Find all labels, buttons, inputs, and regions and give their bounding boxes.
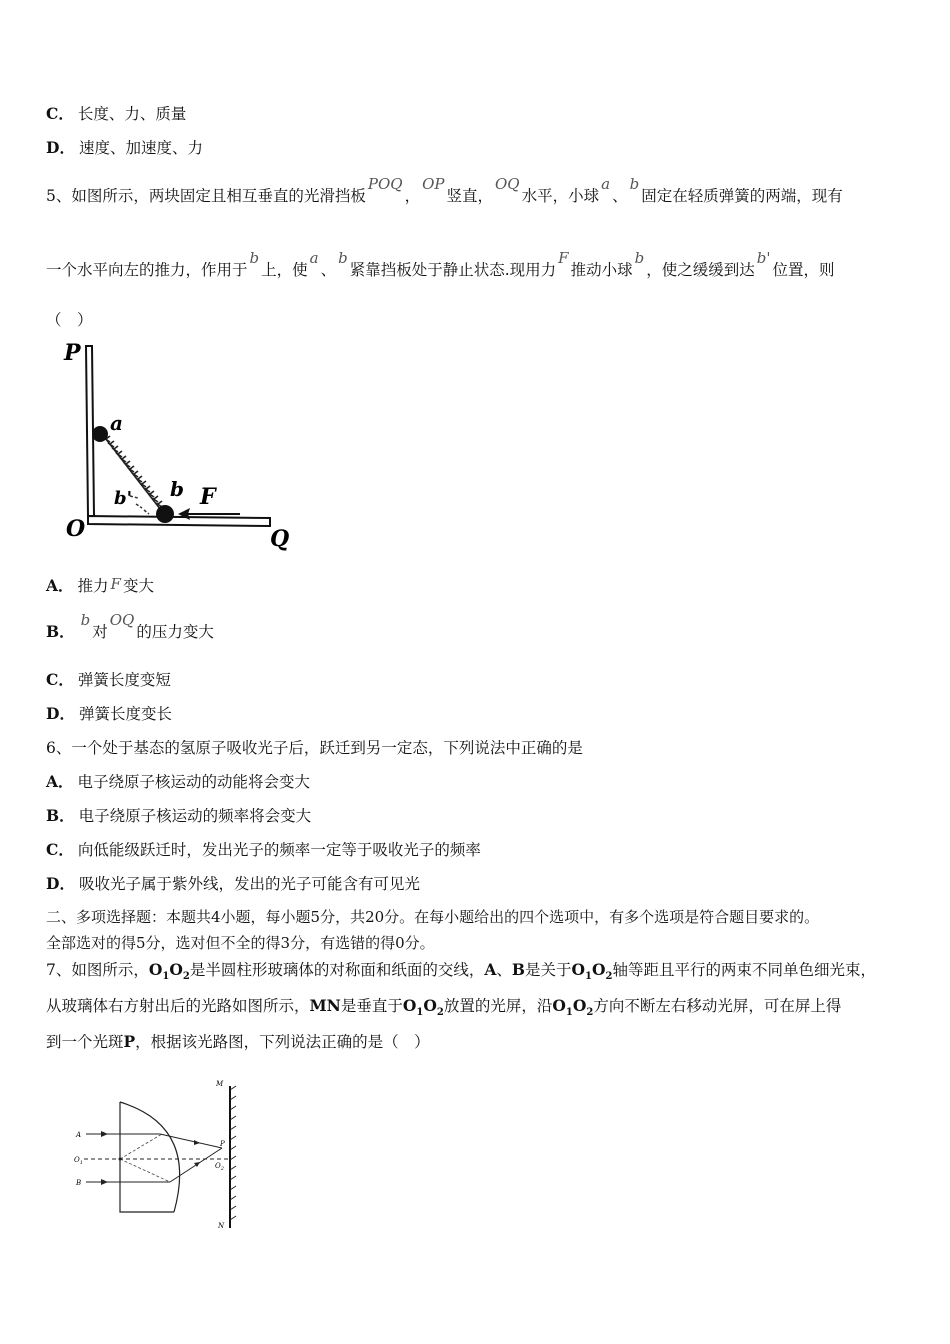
text: 如图所示，两块固定且相互垂直的光滑挡板 <box>71 187 366 205</box>
text: O <box>571 960 586 979</box>
glass-semicylinder <box>120 1102 180 1212</box>
q5-number: 5、 <box>46 187 72 205</box>
text: 位置，则 <box>772 261 835 279</box>
math: a <box>601 175 611 193</box>
text: 水平，小球 <box>521 187 600 205</box>
q6-option-d[interactable] <box>46 872 420 894</box>
option-letter: B． <box>46 806 75 825</box>
text: 2 <box>605 971 613 983</box>
text: A <box>484 960 497 979</box>
math: b <box>629 175 640 193</box>
center-dot <box>119 1158 122 1161</box>
option-text: 长度、力、质量 <box>77 105 187 123</box>
q7-stem-line1 <box>46 958 876 982</box>
spring <box>102 434 164 514</box>
option-text: 弹簧长度变短 <box>77 671 171 689</box>
option-c-prev <box>46 102 186 124</box>
section2-line1: 二、多项选择题：本题共4小题，每小题5分，共20分。在每小题给出的四个选项中，有多个选项是符合题目要求的。 <box>46 908 820 926</box>
label-b: B <box>76 1179 82 1187</box>
label-q: Q <box>270 526 290 552</box>
option-text: 对 <box>92 623 108 641</box>
label-p: P <box>220 1140 225 1148</box>
q6-option-b[interactable] <box>46 804 311 826</box>
ball-a <box>92 426 108 442</box>
math: b <box>80 611 91 629</box>
label-p: P <box>64 340 81 366</box>
normal-dashed-a <box>120 1134 162 1159</box>
q6-option-a[interactable] <box>46 770 310 792</box>
option-text: 推力 <box>77 577 109 595</box>
q7-stem-line2 <box>46 994 841 1018</box>
text: O <box>148 960 163 979</box>
math: b' <box>756 249 771 267</box>
text: 竖直， <box>446 187 493 205</box>
label-n: N <box>218 1222 225 1230</box>
text: O <box>572 996 587 1015</box>
option-text: 吸收光子属于紫外线，发出的光子可能含有可见光 <box>78 875 420 893</box>
text: ， <box>404 187 421 205</box>
option-text: 电子绕原子核运动的动能将会变大 <box>77 773 311 791</box>
q7-figure <box>70 1076 250 1236</box>
q5-option-d[interactable] <box>46 702 172 724</box>
text: O <box>402 996 417 1015</box>
option-text: 速度、加速度、力 <box>78 139 203 157</box>
text: 紧靠挡板处于静止状态.现用力 <box>349 261 557 279</box>
q6-stem: 6、一个处于基态的氢原子吸收光子后，跃迁到另一定态，下列说法中正确的是 <box>46 739 583 757</box>
math: OQ <box>109 611 135 629</box>
label-m: M <box>216 1080 224 1088</box>
math: OQ <box>495 175 520 193</box>
q5-option-a[interactable] <box>46 574 154 596</box>
ball-b <box>156 505 174 523</box>
text: 7、如图所示， <box>46 961 149 979</box>
b-prime-dashes <box>130 496 149 514</box>
text: 1 <box>565 1007 573 1019</box>
math: OP <box>422 175 445 193</box>
text: 到一个光斑 <box>46 1033 124 1051</box>
math: F <box>558 249 569 267</box>
text: P <box>123 1032 136 1051</box>
option-text: 弹簧长度变长 <box>78 705 172 723</box>
beam-a-arrow <box>101 1131 108 1137</box>
text: O <box>552 996 566 1015</box>
option-letter: B． <box>46 622 75 641</box>
text: O <box>592 960 606 979</box>
text: 2 <box>436 1007 444 1019</box>
q5-answer-paren: （ ） <box>46 311 93 329</box>
text: 1 <box>162 971 170 983</box>
q5-option-b[interactable] <box>46 611 214 642</box>
math: b <box>634 249 645 267</box>
label-a: a <box>110 411 123 435</box>
label-o1: $O_1$ <box>74 1156 83 1166</box>
label-b: b <box>170 477 184 501</box>
text: 轴等距且平行的两束不同单色细光束， <box>612 961 877 979</box>
option-letter: D． <box>46 138 75 157</box>
label-b-prime: b' <box>114 488 133 509</box>
text: 推动小球 <box>570 261 633 279</box>
q6-option-c[interactable] <box>46 838 481 860</box>
option-text: 变大 <box>122 577 154 595</box>
text: 是半圆柱形玻璃体的对称面和纸面的交线， <box>189 961 485 979</box>
beam-a-out <box>160 1134 222 1148</box>
option-letter: C． <box>46 670 74 689</box>
label-o2: $O_2$ <box>215 1162 224 1172</box>
q5-stem-line1 <box>46 175 843 206</box>
text: 上，使 <box>261 261 308 279</box>
text: 放置的光屏，沿 <box>443 997 553 1015</box>
section2-line2: 全部选对的得5分，选对但不全的得3分，有选错的得0分。 <box>46 934 435 952</box>
board-oq <box>88 516 270 526</box>
text: 2 <box>586 1007 594 1019</box>
option-letter: A． <box>46 576 74 595</box>
text: ，使之缓缓到达 <box>646 261 755 279</box>
option-text: 向低能级跃迁时，发出光子的频率一定等于吸收光子的频率 <box>77 841 481 859</box>
option-letter: A． <box>46 772 74 791</box>
math: POQ <box>367 175 403 193</box>
q5-figure <box>60 338 300 553</box>
option-letter: C． <box>46 840 74 859</box>
normal-dashed-b <box>120 1159 170 1182</box>
option-letter: D． <box>46 874 75 893</box>
label-f: F <box>200 484 216 510</box>
option-d-prev <box>46 136 203 158</box>
text: 1 <box>585 971 593 983</box>
label-o: O <box>66 516 86 542</box>
q7-stem-line3 <box>46 1030 430 1052</box>
text: 从玻璃体右方射出后的光路如图所示， <box>46 997 310 1015</box>
text: 、 <box>320 261 337 279</box>
text: 、 <box>612 187 628 205</box>
text: 固定在轻质弹簧的两端，现有 <box>641 187 843 205</box>
option-text: 电子绕原子核运动的频率将会变大 <box>78 807 312 825</box>
option-letter: C． <box>46 104 74 123</box>
option-letter: D． <box>46 704 75 723</box>
option-text: 的压力变大 <box>136 623 214 641</box>
text: 2 <box>182 971 190 983</box>
math: b <box>338 249 348 267</box>
text: O <box>423 996 437 1015</box>
math: b <box>249 249 260 267</box>
text: ，根据该光路图，下列说法正确的是（ ） <box>135 1033 430 1051</box>
text: 1 <box>416 1007 424 1019</box>
q5-stem-line2 <box>46 249 835 280</box>
text: O <box>169 960 183 979</box>
label-a: A <box>76 1131 82 1139</box>
text: 是关于 <box>525 961 572 979</box>
q5-option-c[interactable] <box>46 668 171 690</box>
beam-b-arrow <box>101 1179 108 1185</box>
text: MN <box>309 996 341 1015</box>
text: 是垂直于 <box>340 997 403 1015</box>
math: F <box>110 575 121 593</box>
text: 方向不断左右移动光屏，可在屏上得 <box>593 997 842 1015</box>
math: a <box>309 249 319 267</box>
text: B <box>511 960 526 979</box>
text: 、 <box>496 961 512 979</box>
text: 一个水平向左的推力，作用于 <box>46 261 248 279</box>
